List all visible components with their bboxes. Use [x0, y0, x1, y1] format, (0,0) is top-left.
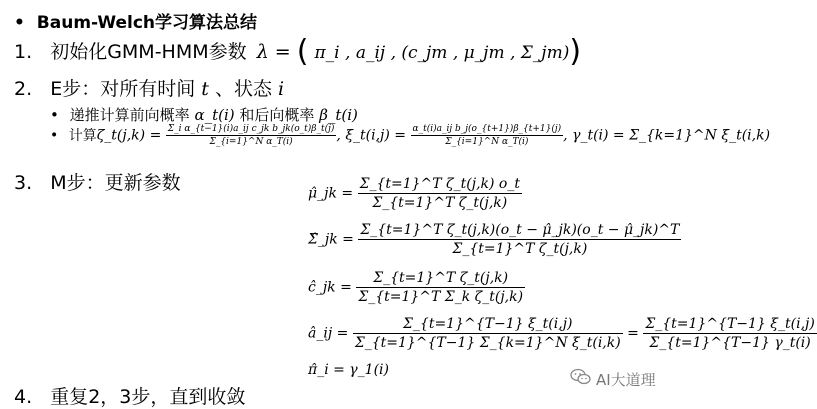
sigma-den: Σ_{t=1}^T ζ_t(j,k) — [452, 241, 588, 257]
forward-text: 递推计算前向概率 — [69, 106, 190, 124]
watermark — [570, 368, 656, 390]
heading — [14, 8, 257, 33]
a-formula — [308, 316, 817, 351]
xi-den: Σ_{i=1}^N α_T(i) — [445, 137, 529, 147]
a-num1: Σ_{t=1}^{T−1} ξ_t(i,j) — [353, 316, 623, 334]
alpha-term: α_t(i) — [194, 106, 235, 124]
step2-bullet2 — [50, 124, 770, 147]
paren-close: ) — [569, 34, 582, 69]
sigma-lhs: Σ̂_jk = — [308, 231, 354, 248]
paren-open: ( — [296, 34, 309, 69]
step1-lambda: λ = — [256, 41, 297, 63]
a-fraction-1 — [353, 316, 623, 351]
zeta-lhs: ζ_t(j,k) = — [96, 127, 162, 144]
a-eq: = — [627, 325, 639, 342]
step2-num: 2. — [14, 78, 33, 100]
xi-fraction — [411, 124, 564, 147]
a-den2: Σ_{t=1}^{T−1} γ_t(i) — [649, 335, 811, 351]
compute-label: 计算 — [68, 127, 97, 144]
step2 — [14, 74, 284, 101]
beta-term: β_t(i) — [319, 106, 358, 124]
a-lhs: â_ij = — [308, 325, 349, 342]
step4-label: 重复2，3步，直到收敛 — [50, 386, 246, 408]
pi-formula — [308, 362, 389, 378]
a-den1: Σ_{t=1}^{T−1} Σ_{k=1}^N ξ_t(i,k) — [354, 335, 621, 351]
step3-label: M步：更新参数 — [50, 172, 181, 194]
step1 — [14, 34, 582, 69]
step2-label: E步：对所有时间 — [50, 78, 196, 100]
a-fraction-2 — [643, 316, 816, 351]
zeta-den: Σ_{i=1}^N α_T(i) — [209, 137, 293, 147]
mu-formula — [308, 176, 522, 211]
sigma-formula — [308, 222, 681, 257]
mu-fraction — [358, 176, 522, 211]
bullet: • — [50, 106, 59, 124]
zeta-fraction — [166, 124, 337, 147]
step2-sep: 、状态 — [214, 78, 272, 100]
heading-bullet: • — [14, 13, 25, 33]
c-num: Σ_{t=1}^T ζ_t(j,k) — [356, 270, 525, 288]
sigma-num: Σ_{t=1}^T ζ_t(j,k)(o_t − μ̂_jk)(o_t − μ̂_jk)^T — [360, 222, 680, 238]
c-fraction — [356, 270, 525, 305]
step1-label: 初始化GMM-HMM参数 — [50, 41, 247, 63]
step4 — [14, 382, 245, 409]
step1-params: π_i , a_ij , (c_jm , μ_jm , Σ_jm) — [314, 43, 570, 63]
watermark-text: AI大道理 — [596, 370, 656, 389]
step2-i: i — [278, 78, 285, 100]
c-lhs: ĉ_jk = — [308, 279, 352, 296]
pi-line: π̂_i = γ_1(i) — [308, 362, 389, 378]
a-num2: Σ_{t=1}^{T−1} ξ_t(i,j) — [645, 316, 815, 332]
wechat-icon — [570, 368, 592, 390]
step3-num: 3. — [14, 172, 33, 194]
step2-t: t — [201, 78, 209, 100]
step1-num: 1. — [14, 41, 33, 63]
step3 — [14, 168, 181, 195]
xi-num: α_t(i)a_ij b_j(o_{t+1})β_{t+1}(j) — [412, 124, 562, 134]
c-den: Σ_{t=1}^T Σ_k ζ_t(j,k) — [358, 289, 524, 305]
heading-title: Baum-Welch学习算法总结 — [36, 13, 258, 33]
backward-text: 和后向概率 — [239, 106, 315, 124]
mu-den: Σ_{t=1}^T ζ_t(j,k) — [372, 195, 508, 211]
step2-bullet1 — [50, 104, 358, 125]
bullet: • — [50, 127, 59, 144]
zeta-num: Σ_i α_{t−1}(i)a_ij c_jk b_jk(o_t)β_t(j) — [167, 124, 335, 134]
mu-lhs: μ̂_jk = — [308, 185, 354, 202]
gamma-def: , γ_t(i) = Σ_{k=1}^N ξ_t(i,k) — [563, 127, 771, 144]
mu-num: Σ_{t=1}^T ζ_t(j,k) o_t — [359, 176, 520, 192]
sigma-fraction — [358, 222, 681, 257]
c-formula — [308, 270, 525, 305]
xi-lhs: , ξ_t(i,j) = — [336, 127, 407, 144]
step4-num: 4. — [14, 386, 33, 408]
